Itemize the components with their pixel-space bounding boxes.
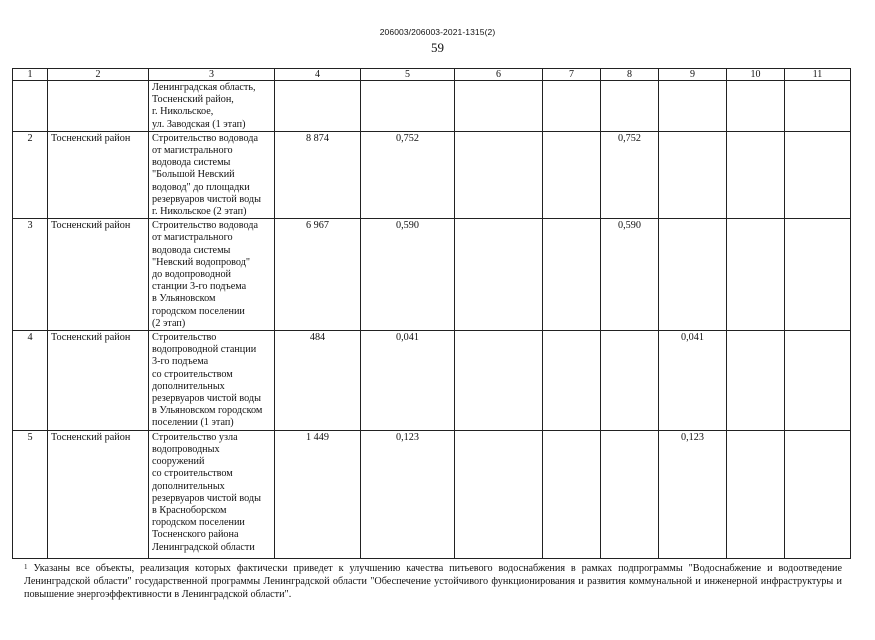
- value-cell-10: [727, 331, 785, 431]
- value-cell-8: [601, 331, 659, 431]
- value-cell-9: [659, 219, 727, 331]
- column-header: 5: [361, 69, 455, 81]
- value-cell-11: [785, 219, 851, 331]
- value-cell-11: [785, 430, 851, 558]
- column-header: 2: [48, 69, 149, 81]
- value-cell-4: [275, 81, 361, 132]
- value-cell-5: [361, 81, 455, 132]
- footnote: [24, 563, 842, 601]
- value-cell-8: [601, 81, 659, 132]
- value-cell-4: 484: [275, 331, 361, 431]
- table-row: [13, 331, 851, 431]
- column-header: 11: [785, 69, 851, 81]
- column-header: 6: [455, 69, 543, 81]
- value-cell-9: [659, 81, 727, 132]
- value-cell-11: [785, 81, 851, 132]
- value-cell-11: [785, 331, 851, 431]
- column-header: 7: [543, 69, 601, 81]
- value-cell-6: [455, 219, 543, 331]
- value-cell-11: [785, 131, 851, 218]
- column-header: 10: [727, 69, 785, 81]
- object-name-cell: Строительство водопроводной станции 3-го подъема со строительством дополнительных резервуаров чистой воды в Ульяновском городском поселении (1 этап): [149, 331, 275, 431]
- value-cell-5: 0,041: [361, 331, 455, 431]
- value-cell-7: [543, 81, 601, 132]
- document-id: 206003/206003-2021-1315(2): [379, 27, 496, 37]
- footnote-divider: [12, 558, 150, 559]
- footnote-marker: 1: [24, 563, 28, 571]
- column-header: 1: [13, 69, 48, 81]
- value-cell-6: [455, 331, 543, 431]
- value-cell-4: 6 967: [275, 219, 361, 331]
- table-row: [13, 131, 851, 218]
- value-cell-10: [727, 219, 785, 331]
- value-cell-8: [601, 430, 659, 558]
- value-cell-4: 1 449: [275, 430, 361, 558]
- value-cell-6: [455, 430, 543, 558]
- value-cell-10: [727, 430, 785, 558]
- table-row: [13, 81, 851, 132]
- column-header: 4: [275, 69, 361, 81]
- value-cell-5: 0,752: [361, 131, 455, 218]
- district-cell: Тосненский район: [48, 430, 149, 558]
- footnote-text: Указаны все объекты, реализация которых фактически приведет к улучшению качества питьевого водоснабжения в рамках подпрограммы "Водоснабжение и водоотведение Ленинградской области" государственной программы Ленинградской области "Обеспечение устойчивого функционирования и развития коммунальной и инженерной инфраструктуры и повышение энергоэффективности в Ленинградской области".: [24, 563, 842, 600]
- value-cell-9: 0,123: [659, 430, 727, 558]
- row-number-cell: 3: [13, 219, 48, 331]
- column-header: 9: [659, 69, 727, 81]
- value-cell-6: [455, 81, 543, 132]
- object-name-cell: Строительство водовода от магистрального водовода системы "Большой Невский водовод" до площадки резервуаров чистой воды г. Никольское (2 этап): [149, 131, 275, 218]
- value-cell-9: [659, 131, 727, 218]
- column-number-row: [13, 69, 851, 81]
- value-cell-5: 0,123: [361, 430, 455, 558]
- district-cell: Тосненский район: [48, 331, 149, 431]
- district-cell: [48, 81, 149, 132]
- object-name-cell: Строительство узла водопроводных сооружений со строительством дополнительных резервуаров чистой воды в Красноборском городском поселении Тосненского района Ленинградской области: [149, 430, 275, 558]
- value-cell-9: 0,041: [659, 331, 727, 431]
- value-cell-5: 0,590: [361, 219, 455, 331]
- table-row: [13, 430, 851, 558]
- table-row: [13, 219, 851, 331]
- district-cell: Тосненский район: [48, 131, 149, 218]
- value-cell-10: [727, 81, 785, 132]
- column-header: 3: [149, 69, 275, 81]
- value-cell-8: 0,590: [601, 219, 659, 331]
- value-cell-7: [543, 430, 601, 558]
- object-name-cell: Строительство водовода от магистрального водовода системы "Невский водопровод" до водопроводной станции 3-го подъема в Ульяновском городском поселении (2 этап): [149, 219, 275, 331]
- value-cell-10: [727, 131, 785, 218]
- row-number-cell: 4: [13, 331, 48, 431]
- row-number-cell: 2: [13, 131, 48, 218]
- column-header: 8: [601, 69, 659, 81]
- object-name-cell: Ленинградская область, Тосненский район, г. Никольское, ул. Заводская (1 этап): [149, 81, 275, 132]
- table-header: [13, 69, 851, 81]
- row-number-cell: 5: [13, 430, 48, 558]
- objects-table: [12, 68, 851, 559]
- value-cell-7: [543, 131, 601, 218]
- value-cell-4: 8 874: [275, 131, 361, 218]
- row-number-cell: [13, 81, 48, 132]
- page-number: 59: [431, 40, 444, 55]
- value-cell-7: [543, 331, 601, 431]
- value-cell-8: 0,752: [601, 131, 659, 218]
- value-cell-7: [543, 219, 601, 331]
- district-cell: Тосненский район: [48, 219, 149, 331]
- table-body: [13, 81, 851, 559]
- value-cell-6: [455, 131, 543, 218]
